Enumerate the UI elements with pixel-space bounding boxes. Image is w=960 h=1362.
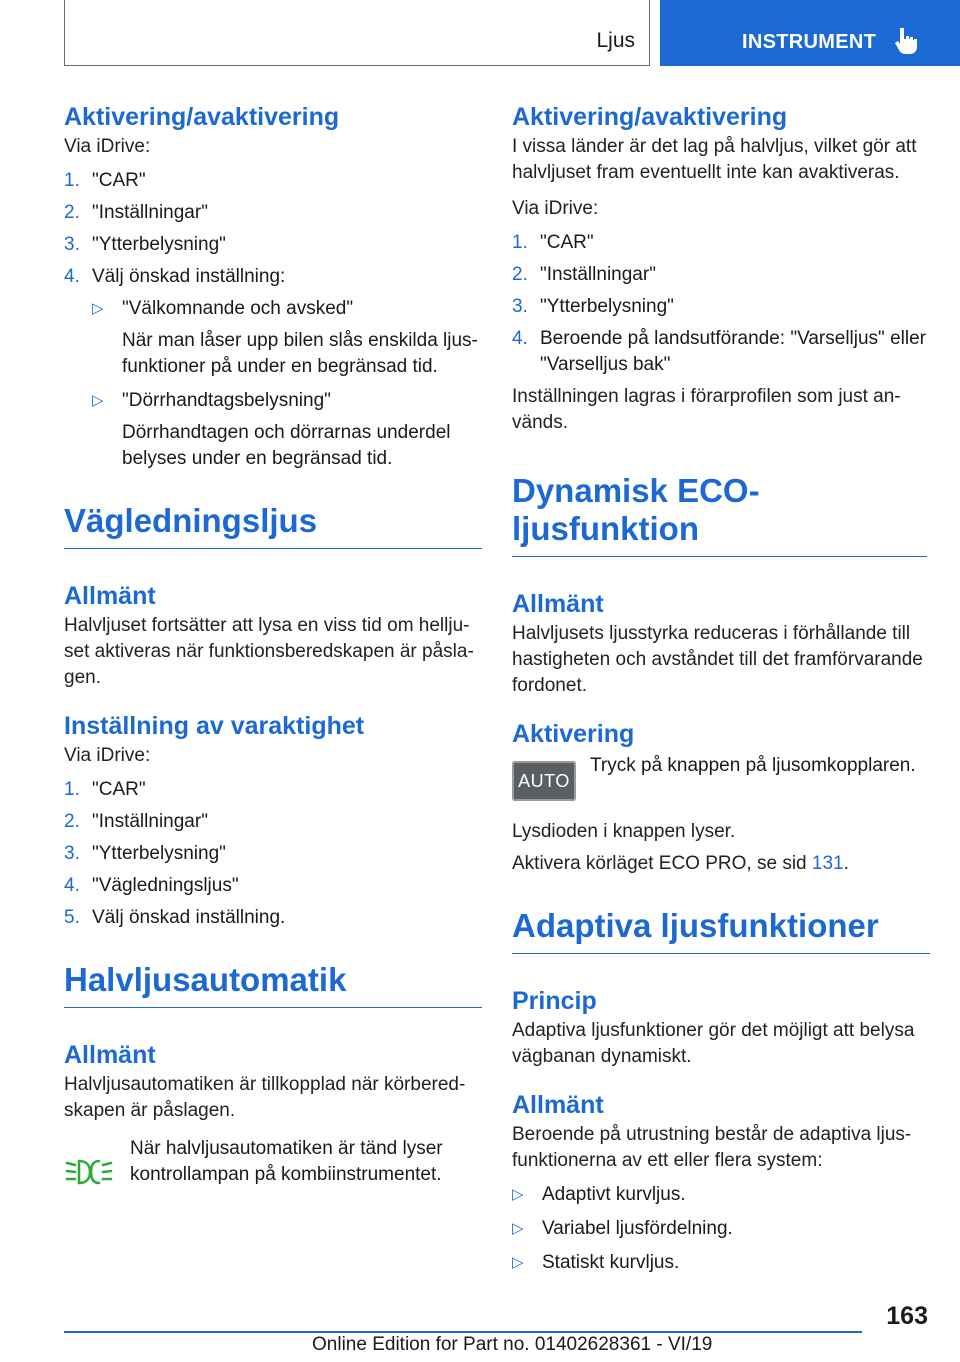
option-label: "Dörrhandtagsbelysning"	[122, 390, 331, 411]
paragraph: Inställningen lagras i förarprofilen som just an-vänds.	[512, 386, 901, 433]
list-number: 3.	[64, 843, 80, 864]
list-number: 4.	[64, 266, 80, 287]
list-item	[64, 809, 482, 835]
list-number: 3.	[64, 234, 80, 255]
option-label: "Välkomnande och avsked"	[122, 298, 354, 319]
triangle-bullet-icon: ▷	[512, 1186, 524, 1203]
triangle-bullet-icon: ▷	[92, 392, 104, 409]
list-number: 2.	[64, 811, 80, 832]
chapter-heading: Dynamisk ECO-ljusfunktion	[512, 472, 927, 557]
section-heading: Aktivering/avaktivering	[64, 103, 340, 131]
paragraph: I vissa länder är det lag på halvljus, vilket gör att halvljuset fram eventuellt inte kan avaktiveras.	[512, 136, 917, 183]
header-chapter-label: INSTRUMENT	[742, 31, 877, 53]
indicator-text: När halvljusautomatiken är tänd lyser kontrollampan på kombiinstrumentet.	[130, 1138, 443, 1185]
list-item	[64, 905, 482, 931]
list-item	[64, 777, 482, 803]
list-item	[92, 296, 482, 380]
numbered-list	[64, 777, 482, 931]
paragraph: Beroende på utrustning består de adaptiva ljus-funktionerna av ett eller flera system:	[512, 1124, 912, 1171]
option-description: När man låser upp bilen slås enskilda ljus-funktioner på under en begränsad tid.	[122, 330, 478, 377]
list-text: "Inställningar"	[92, 811, 208, 832]
section-heading: Aktivering/avaktivering	[512, 103, 788, 131]
list-text: "Ytterbelysning"	[92, 843, 226, 864]
section-heading: Aktivering	[512, 720, 635, 748]
list-item	[64, 168, 482, 194]
list-item	[64, 232, 482, 258]
list-number: 4.	[64, 875, 80, 896]
list-item	[512, 230, 930, 256]
section-heading: Princip	[512, 987, 597, 1015]
paragraph: Via iDrive:	[64, 745, 151, 766]
page-link[interactable]: 131	[811, 853, 844, 874]
indicator-row	[64, 1136, 482, 1192]
list-item	[512, 1216, 930, 1242]
numbered-list	[64, 168, 482, 290]
list-text: "Inställningar"	[92, 202, 208, 223]
list-item	[64, 841, 482, 867]
section-heading: Allmänt	[64, 582, 156, 610]
list-number: 2.	[512, 264, 528, 285]
paragraph	[512, 851, 930, 877]
right-column	[512, 100, 930, 1284]
list-item	[512, 294, 930, 320]
list-number: 1.	[512, 232, 528, 253]
auto-button-row	[512, 753, 930, 809]
paragraph: Via iDrive:	[64, 136, 151, 157]
chapter-heading: Halvljusautomatik	[64, 961, 482, 1008]
paragraph: Halvljusets ljusstyrka reduceras i förhållande till hastigheten och avståndet till det framförvarande fordonet.	[512, 623, 923, 696]
chapter-heading: Adaptiva ljusfunktioner	[512, 907, 930, 954]
header-chapter-tab	[660, 0, 960, 66]
list-item	[64, 264, 482, 290]
paragraph: Halvljuset fortsätter att lysa en viss tid om hellju-set aktiveras när funktionsberedskapen är påsla-gen.	[64, 615, 474, 688]
paragraph: Adaptiva ljusfunktioner gör det möjligt att belysa vägbanan dynamiskt.	[512, 1020, 915, 1067]
low-beam-indicator-icon	[64, 1154, 114, 1190]
text: Aktivera körläget ECO PRO, se sid	[512, 853, 812, 874]
paragraph: Halvljusautomatiken är tillkopplad när körbered-skapen är påslagen.	[64, 1074, 466, 1121]
list-item	[92, 388, 482, 472]
list-text: "Ytterbelysning"	[92, 234, 226, 255]
list-item	[512, 262, 930, 288]
list-item	[512, 326, 930, 378]
list-text: "Vägledningsljus"	[92, 875, 239, 896]
list-text: "CAR"	[92, 170, 146, 191]
list-text: Välj önskad inställning.	[92, 907, 286, 928]
header-section-label: Ljus	[596, 29, 635, 52]
triangle-bullet-icon: ▷	[512, 1220, 524, 1237]
list-text: Beroende på landsutförande: "Varselljus" eller "Varselljus bak"	[540, 328, 926, 375]
list-item	[64, 873, 482, 899]
header-section-tab	[64, 0, 650, 66]
list-number: 2.	[64, 202, 80, 223]
list-number: 1.	[64, 170, 80, 191]
bullet-list	[512, 1182, 930, 1276]
triangle-bullet-icon: ▷	[92, 300, 104, 317]
list-item	[512, 1182, 930, 1208]
list-text: Variabel ljusfördelning.	[542, 1218, 733, 1239]
section-heading: Allmänt	[512, 590, 604, 618]
paragraph: Lysdioden i knappen lyser.	[512, 821, 736, 842]
list-text: "CAR"	[540, 232, 594, 253]
list-text: Adaptivt kurvljus.	[542, 1184, 686, 1205]
left-column	[64, 100, 482, 1192]
footer-edition: Online Edition for Part no. 01402628361 - VI/19	[312, 1334, 713, 1355]
pointing-hand-icon	[894, 26, 920, 54]
option-description: Dörrhandtagen och dörrarnas underdel belyses under en begränsad tid.	[122, 422, 451, 469]
triangle-bullet-icon: ▷	[512, 1254, 524, 1271]
auto-button-icon: AUTO	[512, 761, 576, 801]
section-heading: Allmänt	[512, 1091, 604, 1119]
list-text: "Ytterbelysning"	[540, 296, 674, 317]
list-number: 5.	[64, 907, 80, 928]
footer-divider	[64, 1331, 862, 1333]
list-item	[64, 200, 482, 226]
list-number: 3.	[512, 296, 528, 317]
chapter-heading: Vägledningsljus	[64, 502, 482, 549]
section-heading: Allmänt	[64, 1041, 156, 1069]
paragraph: Via iDrive:	[512, 198, 599, 219]
list-text: Välj önskad inställning:	[92, 266, 286, 287]
page-number: 163	[886, 1302, 928, 1330]
text: .	[843, 853, 849, 874]
list-text: "CAR"	[92, 779, 146, 800]
bullet-list	[92, 296, 482, 472]
list-text: "Inställningar"	[540, 264, 656, 285]
list-number: 4.	[512, 328, 528, 349]
list-number: 1.	[64, 779, 80, 800]
list-item	[512, 1250, 930, 1276]
list-text: Statiskt kurvljus.	[542, 1252, 680, 1273]
numbered-list	[512, 230, 930, 378]
section-heading: Inställning av varaktighet	[64, 712, 365, 740]
paragraph: Tryck på knappen på ljusomkopplaren.	[590, 755, 916, 776]
